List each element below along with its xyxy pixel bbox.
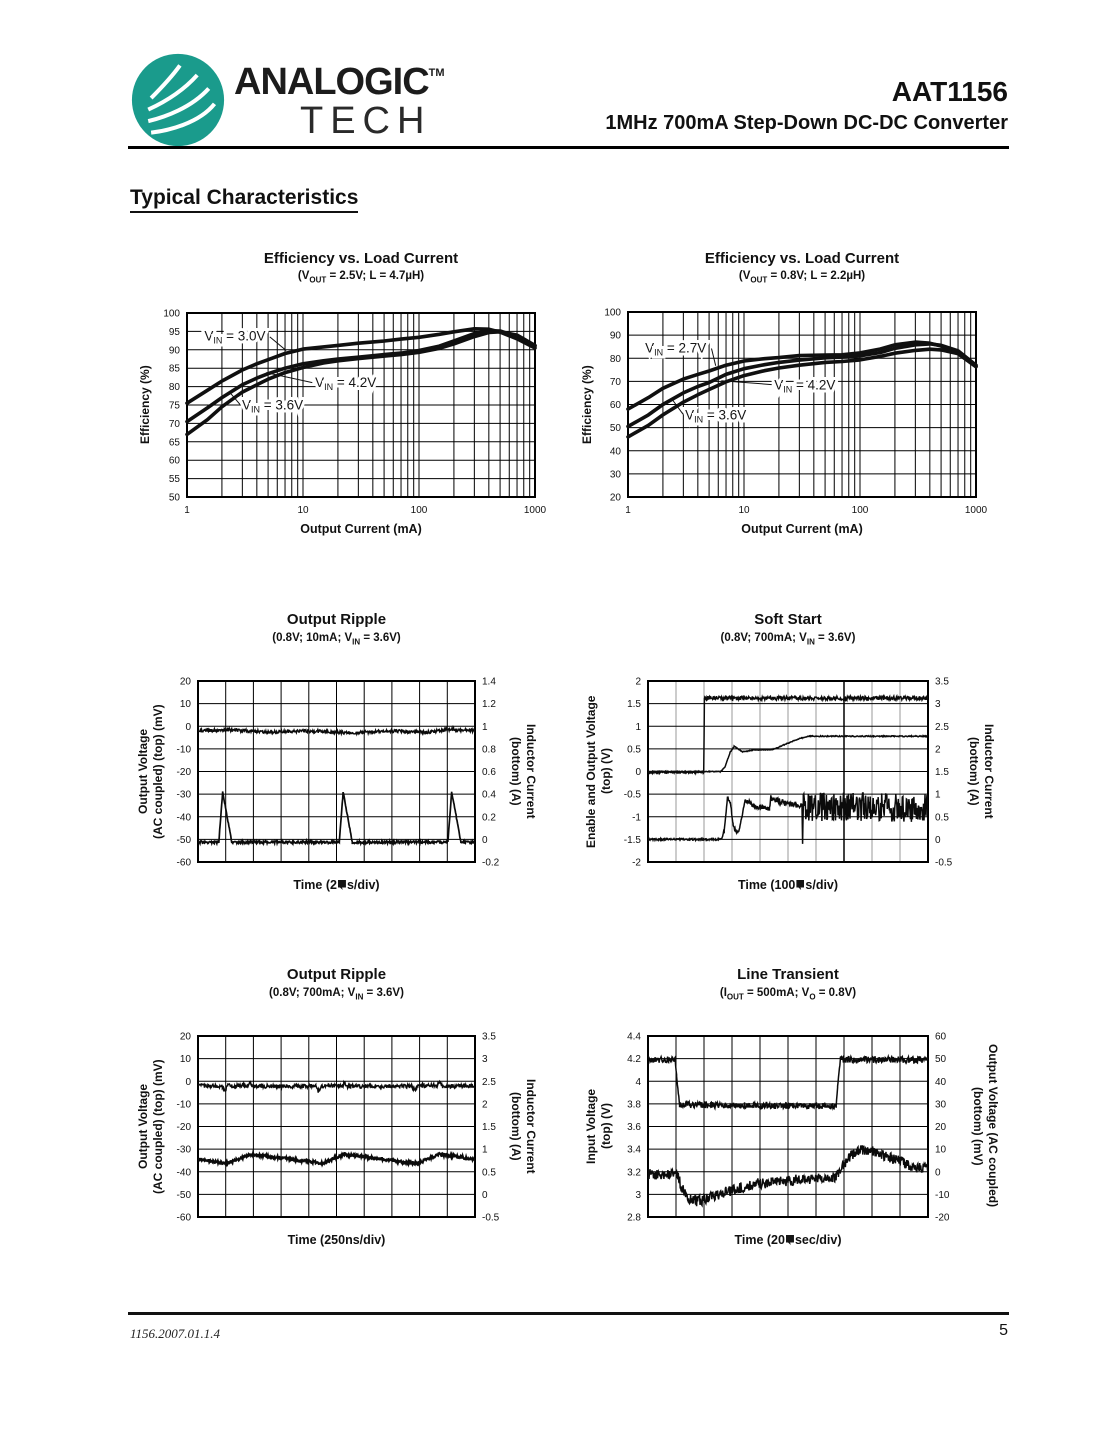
svg-text:2.8: 2.8 [627,1212,641,1224]
svg-text:0.5: 0.5 [627,744,641,756]
svg-text:0.4: 0.4 [482,789,496,801]
svg-text:-0.2: -0.2 [482,857,500,869]
svg-text:90: 90 [609,330,621,342]
svg-text:3: 3 [935,699,941,711]
left-axis-label: Enable and Output Voltage (top) (V) [584,695,613,848]
svg-text:3.4: 3.4 [627,1144,641,1156]
svg-text:2: 2 [935,744,941,756]
svg-text:-20: -20 [935,1212,950,1224]
svg-text:100: 100 [410,505,428,516]
svg-text:0: 0 [482,1189,488,1201]
svg-text:80: 80 [609,353,621,365]
svg-text:100: 100 [851,505,869,516]
svg-text:0: 0 [635,767,641,778]
x-axis-label: Time (2 s/div) [293,878,380,892]
svg-text:-10: -10 [935,1189,950,1201]
right-axis-label: Inductor Current (bottom) (A) [967,724,996,819]
svg-text:90: 90 [168,345,180,357]
x-axis-label: Output Current (mA) [741,522,863,536]
svg-text:-0.5: -0.5 [935,857,953,869]
svg-text:0: 0 [482,834,488,846]
svg-text:-1: -1 [632,812,641,824]
svg-text:-60: -60 [176,857,191,869]
y-axis-label: Efficiency (%) [580,365,594,444]
svg-text:0.6: 0.6 [482,767,496,778]
svg-text:1: 1 [935,789,941,801]
document-revision: 1156.2007.01.1.4 [130,1326,221,1341]
chart-title: Efficiency vs. Load Current [704,250,900,267]
svg-text:20: 20 [179,676,191,688]
chart-subtitle: (0.8V; 700mA; $V_{IN} = 3.6V$) [720,632,856,647]
x-axis-label: Time (20 sec/div) [734,1233,842,1247]
svg-text:-20: -20 [176,767,191,778]
svg-text:4.2: 4.2 [627,1054,641,1066]
svg-text:-0.5: -0.5 [623,789,641,801]
chart-title: Efficiency vs. Load Current [263,250,459,267]
svg-text:0: 0 [185,1076,191,1088]
svg-text:55: 55 [168,474,180,486]
svg-text:-60: -60 [176,1212,191,1224]
mu-glyph-artifact [786,1235,794,1245]
svg-text:20: 20 [179,1031,191,1043]
chart-subtitle: (0.8V; 10mA; $V_{IN} = 3.6V$) [272,632,401,647]
svg-text:1.5: 1.5 [935,767,949,778]
svg-text:10: 10 [179,1054,191,1066]
x-axis-label: Time (100 s/div) [737,878,839,892]
chart-subtitle: ($V_{OUT} = 2.5V$; L = 4.7µH) [297,270,425,285]
page-number: 5 [999,1322,1008,1339]
svg-text:0.8: 0.8 [482,744,496,756]
brand-wordmark [234,52,445,142]
svg-text:0.2: 0.2 [482,812,496,824]
mu-glyph-artifact [796,880,804,890]
svg-text:VIN = 3.6V: $V_{IN} = 3.6V$ [685,407,747,425]
footer-rule [128,1312,1009,1315]
svg-text:-50: -50 [176,834,191,846]
svg-text:10: 10 [738,505,750,516]
svg-text:95: 95 [168,326,180,338]
svg-text:0: 0 [935,1167,941,1179]
svg-text:50: 50 [609,423,621,435]
svg-text:VIN = 3.6V: $V_{IN} = 3.6V$ [242,397,304,415]
svg-text:40: 40 [935,1076,947,1088]
svg-text:80: 80 [168,382,180,394]
svg-text:3.5: 3.5 [935,676,949,688]
svg-text:70: 70 [609,376,621,388]
svg-text:2.5: 2.5 [935,721,949,733]
svg-text:-30: -30 [176,1144,191,1156]
svg-text:0: 0 [935,834,941,846]
output-ripple-700ma-plot [128,961,570,1261]
trademark-symbol: TM [428,67,445,79]
chart-title: Soft Start [754,611,822,628]
efficiency-0v8-plot [568,246,1010,546]
svg-text:1: 1 [482,1144,488,1156]
svg-text:1.2: 1.2 [482,699,496,711]
svg-text:4.4: 4.4 [627,1031,641,1043]
svg-text:2: 2 [482,1099,488,1111]
svg-text:-10: -10 [176,1099,191,1111]
svg-text:10: 10 [935,1144,947,1156]
svg-text:-40: -40 [176,1167,191,1179]
chart-subtitle: ($I_{OUT} = 500mA$; $V_O = 0.8V$) [719,987,857,1002]
right-axis-label: Inductor Current (bottom) (A) [509,724,538,819]
chart-title: Output Ripple [286,611,387,628]
svg-text:0: 0 [185,721,191,733]
svg-text:100: 100 [163,308,180,320]
chart-output-ripple-10ma [128,606,570,906]
svg-text:50: 50 [935,1054,947,1066]
chart-title: Line Transient [737,966,839,983]
svg-text:VIN = 4.2V: $V_{IN} = 4.2V$ [315,375,377,393]
svg-text:3: 3 [635,1189,641,1201]
svg-text:3: 3 [482,1054,488,1066]
svg-text:50: 50 [168,492,180,504]
svg-text:100: 100 [604,307,621,319]
chart-soft-start [570,606,1010,906]
svg-text:-40: -40 [176,812,191,824]
svg-text:2.5: 2.5 [482,1076,496,1088]
svg-text:10: 10 [179,699,191,711]
svg-text:10: 10 [297,505,309,516]
svg-text:-50: -50 [176,1189,191,1201]
svg-text:60: 60 [935,1031,947,1043]
efficiency-2v5-plot [128,246,560,546]
svg-text:-20: -20 [176,1122,191,1133]
x-axis-label: Output Current (mA) [300,522,422,536]
svg-text:1: 1 [482,721,488,733]
part-description: 1MHz 700mA Step-Down DC-DC Converter [605,112,1008,134]
svg-text:30: 30 [935,1099,947,1111]
soft-start-plot [570,606,1010,906]
analogictech-logo-icon [130,52,226,148]
right-axis-label: Inductor Current (bottom) (A) [509,1079,538,1174]
svg-text:-0.5: -0.5 [482,1212,500,1224]
chart-efficiency-0v8 [568,246,1010,546]
svg-text:0.5: 0.5 [482,1167,496,1179]
svg-text:1.5: 1.5 [482,1122,496,1133]
output-ripple-10ma-plot [128,606,570,906]
svg-text:60: 60 [609,400,621,411]
chart-subtitle: ($V_{OUT} = 0.8V$; L = 2.2µH) [738,270,866,285]
svg-text:-1.5: -1.5 [623,834,641,846]
brand-tech: TECH [300,100,432,142]
svg-text:3.8: 3.8 [627,1099,641,1111]
svg-text:1.4: 1.4 [482,676,496,688]
svg-text:-2: -2 [632,857,641,869]
svg-text:65: 65 [168,437,180,449]
svg-text:4: 4 [635,1076,641,1088]
svg-text:60: 60 [168,455,180,467]
svg-text:85: 85 [168,363,180,375]
chart-subtitle: (0.8V; 700mA; $V_{IN} = 3.6V$) [269,987,404,1002]
svg-text:20: 20 [609,492,621,504]
svg-text:-10: -10 [176,744,191,756]
svg-text:VIN = 2.7V: $V_{IN} = 2.7V$ [645,340,707,358]
chart-output-ripple-700ma [128,961,570,1261]
part-number: AAT1156 [891,76,1008,107]
chart-line-transient [570,961,1015,1266]
svg-text:1: 1 [625,505,631,516]
svg-text:1.5: 1.5 [627,699,641,711]
left-axis-label: Output Voltage (AC coupled) (top) (mV) [136,1059,165,1194]
left-axis-label: Output Voltage (AC coupled) (top) (mV) [136,704,165,839]
svg-text:2: 2 [635,676,641,688]
svg-text:3.2: 3.2 [627,1167,641,1179]
svg-text:0.5: 0.5 [935,812,949,824]
mu-glyph-artifact [338,880,346,890]
svg-text:70: 70 [168,418,180,430]
svg-text:1: 1 [184,505,190,516]
left-axis-label: Input Voltage (top) (V) [584,1088,613,1165]
chart-efficiency-2v5 [128,246,560,546]
svg-text:1000: 1000 [964,505,988,516]
svg-text:VIN = 4.2V: $V_{IN} = 4.2V$ [774,377,836,395]
svg-text:-30: -30 [176,789,191,801]
svg-text:30: 30 [609,469,621,481]
line-transient-plot [570,961,1015,1266]
y-axis-label: Efficiency (%) [138,365,152,445]
svg-text:VIN = 3.0V: $V_{IN} = 3.0V$ [204,328,266,346]
svg-text:3.5: 3.5 [482,1031,496,1043]
header-rule [128,146,1009,149]
svg-text:40: 40 [609,446,621,458]
svg-text:3.6: 3.6 [627,1122,641,1133]
svg-text:20: 20 [935,1122,947,1133]
right-axis-label: Output Voltage (AC coupled) (bottom) (mV) [971,1044,1000,1208]
chart-title: Output Ripple [286,966,387,983]
svg-text:1: 1 [635,721,641,733]
svg-text:1000: 1000 [523,505,547,516]
section-title: Typical Characteristics [130,186,358,210]
svg-text:75: 75 [168,400,180,412]
brand-analogic-text: ANALOGIC [234,61,429,103]
x-axis-label: Time (250ns/div) [287,1233,386,1247]
brand-analogic [234,52,445,103]
